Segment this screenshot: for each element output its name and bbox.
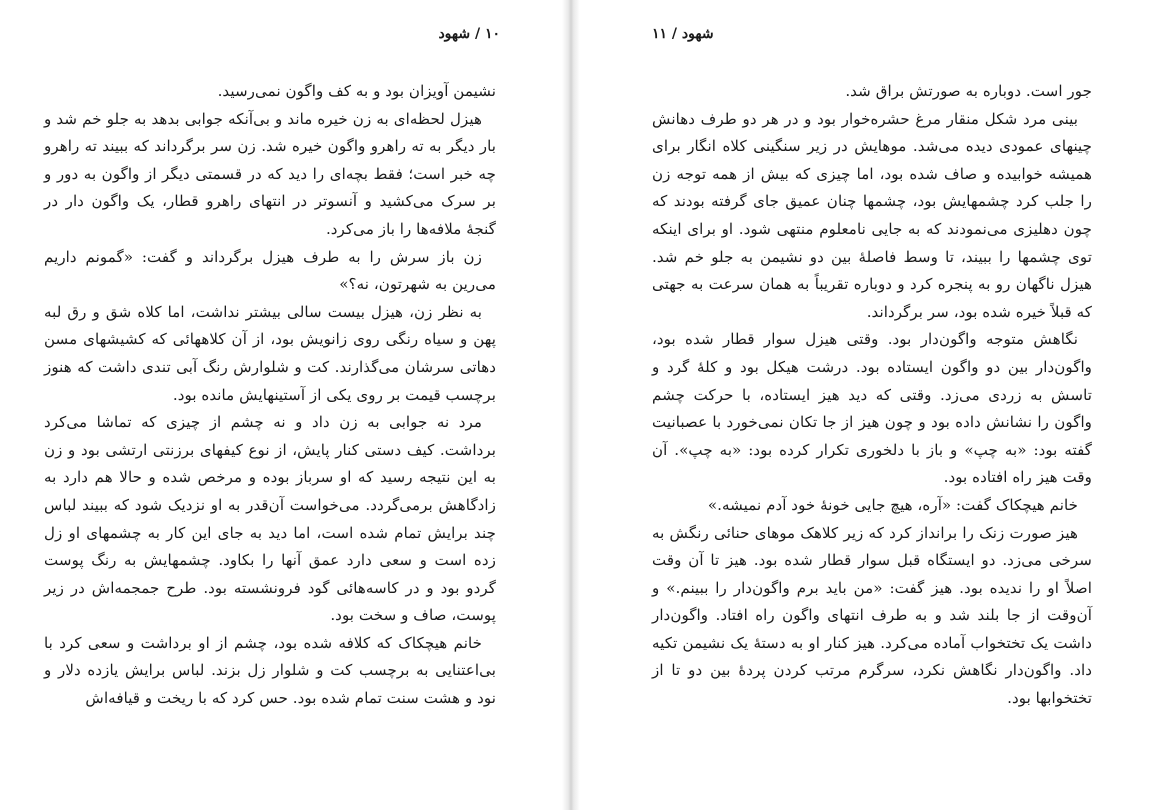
paragraph: هیزل لحظه‌ای به زن خیره ماند و بی‌آنکه جوابی بدهد به جلو خم شد و بار دیگر به ته راهرو واگون خیره شد. زن سر برگرداند که ببیند ته راهرو چه خبر است؛ فقط بچه‌ای را دید که در قسمتی دیگر از واگون به دور و بر سرک می‌کشید و آنسوتر در انتهای راهرو قطار، یک واگون دار در گنجهٔ ملافه‌ها را باز می‌کرد.	[44, 109, 496, 238]
paragraph: بینی مرد شکل منقار مرغ حشره‌خوار بود و در هر دو طرف دهانش چینهای عمودی دیده می‌شد. موهایش در زیر سنگینی کلاه انگار برای همیشه خوابیده و صاف شده بود، اما چیزی که بیش از همه توجه زن را جلب کرد چشمهایش بود، چشمها چنان عمیق جای گرفته بودند که چون دهلیزی می‌نمودند که به جایی نامعلوم منتهی شود. او برای اینکه توی چشمها را ببیند، تا وسط فاصلهٔ بین دو نشیمن به جلو خم شد. هیزل ناگهان رو به پنجره کرد و دوباره تقریباً به همان سرعت به جهتی که قبلاً خیره شده بود، سر برگرداند.	[652, 109, 1092, 321]
paragraph: هیز صورت زنک را برانداز کرد که زیر کلاهک موهای حنائی رنگش به سرخی می‌زد. دو ایستگاه قبل سوار قطار شده بود. هیز تا آن وقت اصلاً او را ندیده بود. هیز گفت: «من باید برم واگون‌دار را ببینم.» و آن‌وقت از جا بلند شد و به طرف انتهای واگون راه افتاد. واگون‌دار داشت یک تختخواب آماده می‌کرد. هیز کنار او به دستهٔ یک نشیمن تکیه داد. واگون‌دار نگاهش نکرد، سرگرم مرتب کردن پردهٔ بین دو تا از تختخوابها بود.	[652, 523, 1092, 708]
left-page	[0, 0, 562, 810]
paragraph: مرد نه جوابی به زن داد و نه چشم از چیزی که تماشا می‌کرد برداشت. کیف دستی کنار پایش، از نوع کیفهای برزنتی ارتشی بود و زن به این نتیجه رسید که او سرباز بوده و مرخص شده و حالا هم دارد به زادگاهش برمی‌گردد. می‌خواست آن‌قدر به او نزدیک شود که ببیند لباس چند برایش تمام شده است، اما دید به جای این کار به چشمهای او زل زده است و سعی دارد عمق آنها را بکاود. چشمهایش به رنگ پوست گردو بود و در کاسه‌هائی گود فرونشسته بود. طرح جمجمه‌اش در زیر پوست، صاف و سخت بود.	[44, 413, 496, 625]
paragraph: جور است. دوباره به صورتش براق شد.	[845, 82, 1092, 100]
page-body-right	[652, 78, 1092, 713]
page-header-left: ۱۰ / شهود	[438, 26, 500, 42]
page-body-left	[44, 78, 496, 713]
paragraph: به نظر زن، هیزل بیست سالی بیشتر نداشت، اما کلاه شق و رق لبه پهن و سیاه رنگی روی زانویش بود، از آن کلاههائی که کشیشهای مسن دهاتی سرشان می‌گذارند. کت و شلوارش رنگ آبی تندی داشت که هنوز برچسب قیمت بر روی یکی از آستینهایش مانده بود.	[44, 302, 496, 404]
page-header-right: شهود / ۱۱	[652, 26, 714, 42]
paragraph: خانم هیچکاک که کلافه شده بود، چشم از او برداشت و سعی کرد با بی‌اعتنایی به برچسب کت و شلوار زل بزند. لباس برایش یازده دلار و نود و هشت سنت تمام شده بود. حس کرد که با ریخت و قیافه‌اش	[44, 633, 496, 708]
paragraph: خانم هیچکاک گفت: «آره، هیچ جایی خونهٔ خود آدم نمیشه.»	[707, 495, 1078, 514]
book-spine-gutter	[562, 0, 580, 810]
right-page	[580, 0, 1162, 810]
paragraph: نگاهش متوجه واگون‌دار بود. وقتی هیزل سوار قطار شده بود، واگون‌دار بین دو واگون ایستاده بود. درشت هیکل بود و کلهٔ گرد و تاسش به زردی می‌زد. وقتی که دید هیز ایستاده، با حرکت چشم واگون را نشانش داده بود و چون هیز از جا تکان نمی‌خورد با عصبانیت گفته بود: «به چپ» و باز با دلخوری تکرار کرده بود: «به چپ». آن وقت هیز راه افتاده بود.	[652, 330, 1092, 487]
paragraph: زن باز سرش را به طرف هیزل برگرداند و گفت: «گمونم داریم می‌رین به شهرتون، نه؟»	[44, 247, 496, 294]
paragraph: نشیمن آویزان بود و به کف واگون نمی‌رسید.	[217, 82, 496, 100]
